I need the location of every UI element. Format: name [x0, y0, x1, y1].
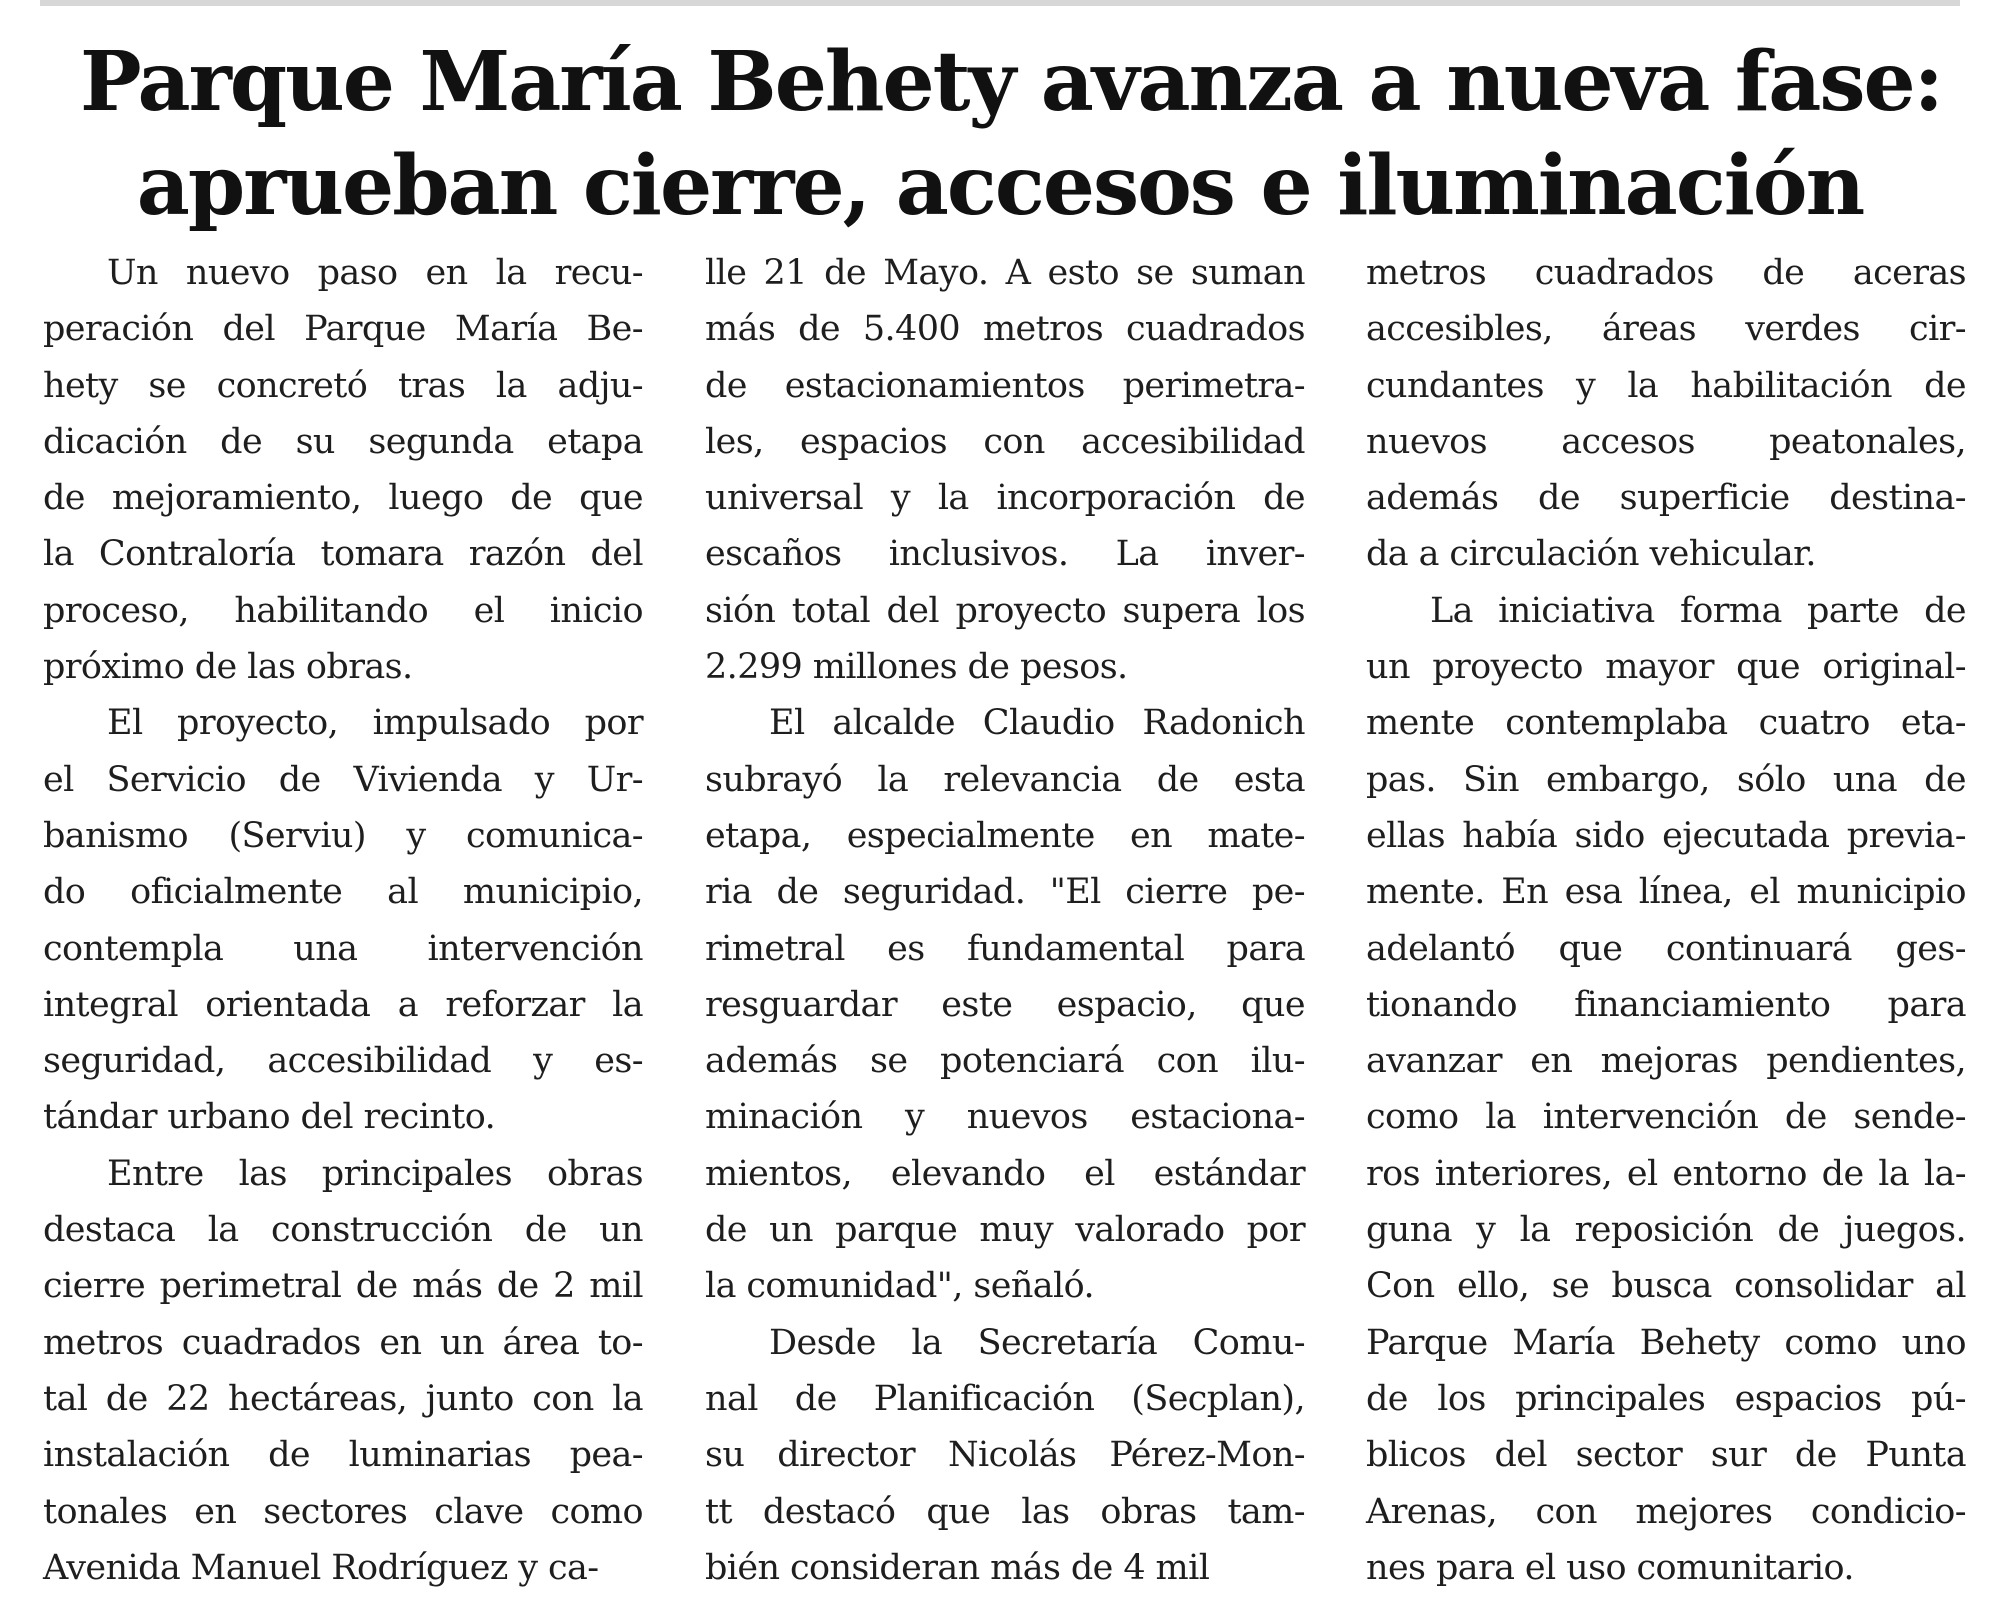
article-text-line: seguridad, accesibilidad y es-	[43, 1041, 643, 1082]
article-text-line: rimetral es fundamental para	[705, 928, 1305, 969]
article-text-line: Arenas, con mejores condicio-	[1366, 1491, 1966, 1532]
article-text-line: peración del Parque María Be-	[43, 309, 643, 350]
article-text-line: El proyecto, impulsado por	[107, 703, 643, 744]
article-text-line: tt destacó que las obras tam-	[705, 1491, 1305, 1532]
article-text-line: la Contraloría tomara razón del	[43, 534, 643, 575]
article-text-line: Desde la Secretaría Comu-	[769, 1322, 1305, 1363]
article-column-3	[1366, 245, 1966, 1596]
article-text-line: hety se concretó tras la adju-	[43, 365, 643, 406]
article-text-line: nuevos accesos peatonales,	[1366, 421, 1966, 462]
article-text-line: ellas había sido ejecutada previa-	[1366, 815, 1966, 856]
article-text-line: integral orientada a reforzar la	[43, 984, 643, 1025]
article-text-line: próximo de las obras.	[43, 647, 413, 688]
article-text-line: su director Nicolás Pérez-Mon-	[705, 1435, 1305, 1476]
article-text-line: escaños inclusivos. La inver-	[705, 534, 1305, 575]
article-text-line: tionando financiamiento para	[1366, 984, 1966, 1025]
top-rule	[40, 0, 1960, 6]
article-text-line: nal de Planificación (Secplan),	[705, 1378, 1305, 1419]
article-text-line: además de superficie destina-	[1366, 478, 1966, 519]
article-text-line: La iniciativa forma parte de	[1430, 590, 1966, 631]
article-text-line: destaca la construcción de un	[43, 1210, 643, 1251]
article-text-line: sión total del proyecto supera los	[705, 590, 1305, 631]
article-text-line: les, espacios con accesibilidad	[705, 421, 1305, 462]
headline-line-1: Parque María Behety avanza a nueva fase:	[80, 34, 1942, 130]
article-text-line: contempla una intervención	[43, 928, 643, 969]
article-text-line: banismo (Serviu) y comunica-	[43, 815, 643, 856]
article-text-line: blicos del sector sur de Punta	[1366, 1435, 1966, 1476]
article-text-line: mientos, elevando el estándar	[705, 1153, 1305, 1194]
article-text-line: bién consideran más de 4 mil	[705, 1547, 1210, 1588]
article-text-line: como la intervención de sende-	[1366, 1097, 1966, 1138]
article-column-2	[705, 245, 1305, 1596]
article-text-line: 2.299 millones de pesos.	[705, 647, 1128, 688]
article-text-line: Entre las principales obras	[107, 1153, 643, 1194]
article-text-line: Con ello, se busca consolidar al	[1366, 1266, 1966, 1307]
article-text-line: avanzar en mejoras pendientes,	[1366, 1041, 1966, 1082]
article-text-line: tal de 22 hectáreas, junto con la	[43, 1378, 643, 1419]
article-text-line: un proyecto mayor que original-	[1366, 647, 1966, 688]
article-text-line: subrayó la relevancia de esta	[705, 759, 1305, 800]
article-text-line: de estacionamientos perimetra-	[705, 365, 1305, 406]
article-text-line: etapa, especialmente en mate-	[705, 815, 1305, 856]
article-text-line: además se potenciará con ilu-	[705, 1041, 1305, 1082]
article-text-line: guna y la reposición de juegos.	[1366, 1210, 1966, 1251]
headline	[80, 30, 1942, 238]
article-text-line: de los principales espacios pú-	[1366, 1378, 1966, 1419]
article-text-line: adelantó que continuará ges-	[1366, 928, 1966, 969]
article-text-line: más de 5.400 metros cuadrados	[705, 309, 1305, 350]
article-text-line: do oficialmente al municipio,	[43, 872, 643, 913]
article-text-line: tándar urbano del recinto.	[43, 1097, 496, 1138]
article-text-line: mente contemplaba cuatro eta-	[1366, 703, 1966, 744]
article-text-line: cierre perimetral de más de 2 mil	[43, 1266, 643, 1307]
article-text-line: accesibles, áreas verdes cir-	[1366, 309, 1966, 350]
article-text-line: resguardar este espacio, que	[705, 984, 1305, 1025]
article-column-1	[43, 245, 643, 1596]
article-text-line: dicación de su segunda etapa	[43, 421, 643, 462]
article-text-line: tonales en sectores clave como	[43, 1491, 643, 1532]
article-text-line: Avenida Manuel Rodríguez y ca-	[43, 1547, 599, 1588]
article-text-line: Un nuevo paso en la recu-	[107, 253, 643, 293]
article-text-line: proceso, habilitando el inicio	[43, 590, 643, 631]
article-text-line: lle 21 de Mayo. A esto se suman	[705, 253, 1305, 293]
article-text-line: El alcalde Claudio Radonich	[769, 703, 1305, 744]
article-text-line: de mejoramiento, luego de que	[43, 478, 643, 519]
article-text-line: universal y la incorporación de	[705, 478, 1305, 519]
article-text-line: el Servicio de Vivienda y Ur-	[43, 759, 643, 800]
article-text-line: la comunidad", señaló.	[705, 1266, 1095, 1307]
article-text-line: de un parque muy valorado por	[705, 1210, 1305, 1251]
headline-line-2: aprueban cierre, accesos e iluminación	[136, 138, 1864, 234]
article-text-line: nes para el uso comunitario.	[1366, 1547, 1854, 1588]
article-text-line: mente. En esa línea, el municipio	[1366, 872, 1966, 913]
article-text-line: ros interiores, el entorno de la la-	[1366, 1153, 1966, 1194]
article-text-line: cundantes y la habilitación de	[1366, 365, 1966, 406]
article-text-line: metros cuadrados de aceras	[1366, 253, 1966, 293]
article-text-line: ria de seguridad. "El cierre pe-	[705, 872, 1305, 913]
article-text-line: instalación de luminarias pea-	[43, 1435, 643, 1476]
article-text-line: pas. Sin embargo, sólo una de	[1366, 759, 1966, 800]
article-text-line: metros cuadrados en un área to-	[43, 1322, 643, 1363]
article-text-line: Parque María Behety como uno	[1366, 1322, 1966, 1363]
article-text-line: da a circulación vehicular.	[1366, 534, 1816, 575]
article-text-line: minación y nuevos estaciona-	[705, 1097, 1305, 1138]
